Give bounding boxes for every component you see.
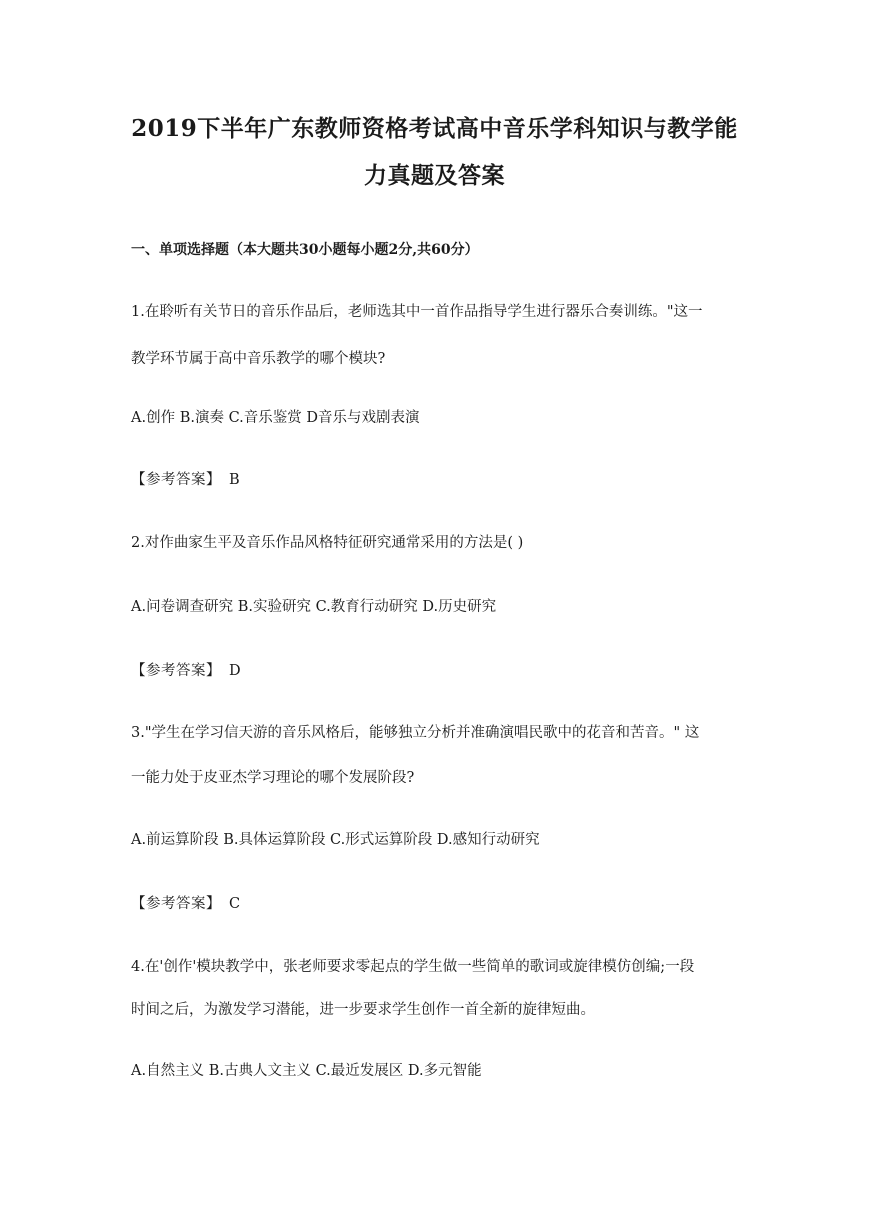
answer-label: 【参考答案】 [131,896,221,912]
question-2-stem-line-1: 2.对作曲家生平及音乐作品风格特征研究通常采用的方法是( ) [131,535,524,551]
question-2-options: A.问卷调查研究 B.实验研究 C.教育行动研究 D.历史研究 [131,599,497,615]
question-1-options: A.创作 B.演奏 C.音乐鉴赏 D音乐与戏剧表演 [131,410,420,426]
answer-value: D [229,663,241,679]
question-3-answer [131,897,741,912]
answer-label: 【参考答案】 [131,472,221,488]
section-heading: 一、单项选择题（本大题共30小题每小题2分,共60分） [131,242,479,258]
question-2-answer [131,664,741,679]
question-3-options: A.前运算阶段 B.具体运算阶段 C.形式运算阶段 D.感知行动研究 [131,832,540,848]
answer-value: B [229,472,240,488]
answer-value: C [229,896,241,912]
question-4-stem-line-1: 4.在'创作'模块教学中，张老师要求零起点的学生做一些简单的歌词或旋律模仿创编;一段 [131,959,695,975]
question-3-stem-line-2: 一能力处于皮亚杰学习理论的哪个发展阶段? [131,770,415,786]
question-4-options: A.自然主义 B.古典人文主义 C.最近发展区 D.多元智能 [131,1063,482,1079]
answer-label: 【参考答案】 [131,663,221,679]
question-1-stem-line-1: 1.在聆听有关节日的音乐作品后，老师选其中一首作品指导学生进行器乐合奏训练。"这一 [131,304,703,320]
document-title-line-2: 力真题及答案 [364,162,505,189]
document-title-line-1: 2019下半年广东教师资格考试高中音乐学科知识与教学能 [131,115,738,142]
question-1-answer [131,473,741,488]
question-3-stem-line-1: 3."学生在学习信天游的音乐风格后，能够独立分析并准确演唱民歌中的花音和苦音。" 这 [131,725,700,741]
question-1-stem-line-2: 教学环节属于高中音乐教学的哪个模块? [131,351,386,367]
question-4-stem-line-2: 时间之后，为激发学习潜能，进一步要求学生创作一首全新的旋律短曲。 [131,1002,595,1018]
